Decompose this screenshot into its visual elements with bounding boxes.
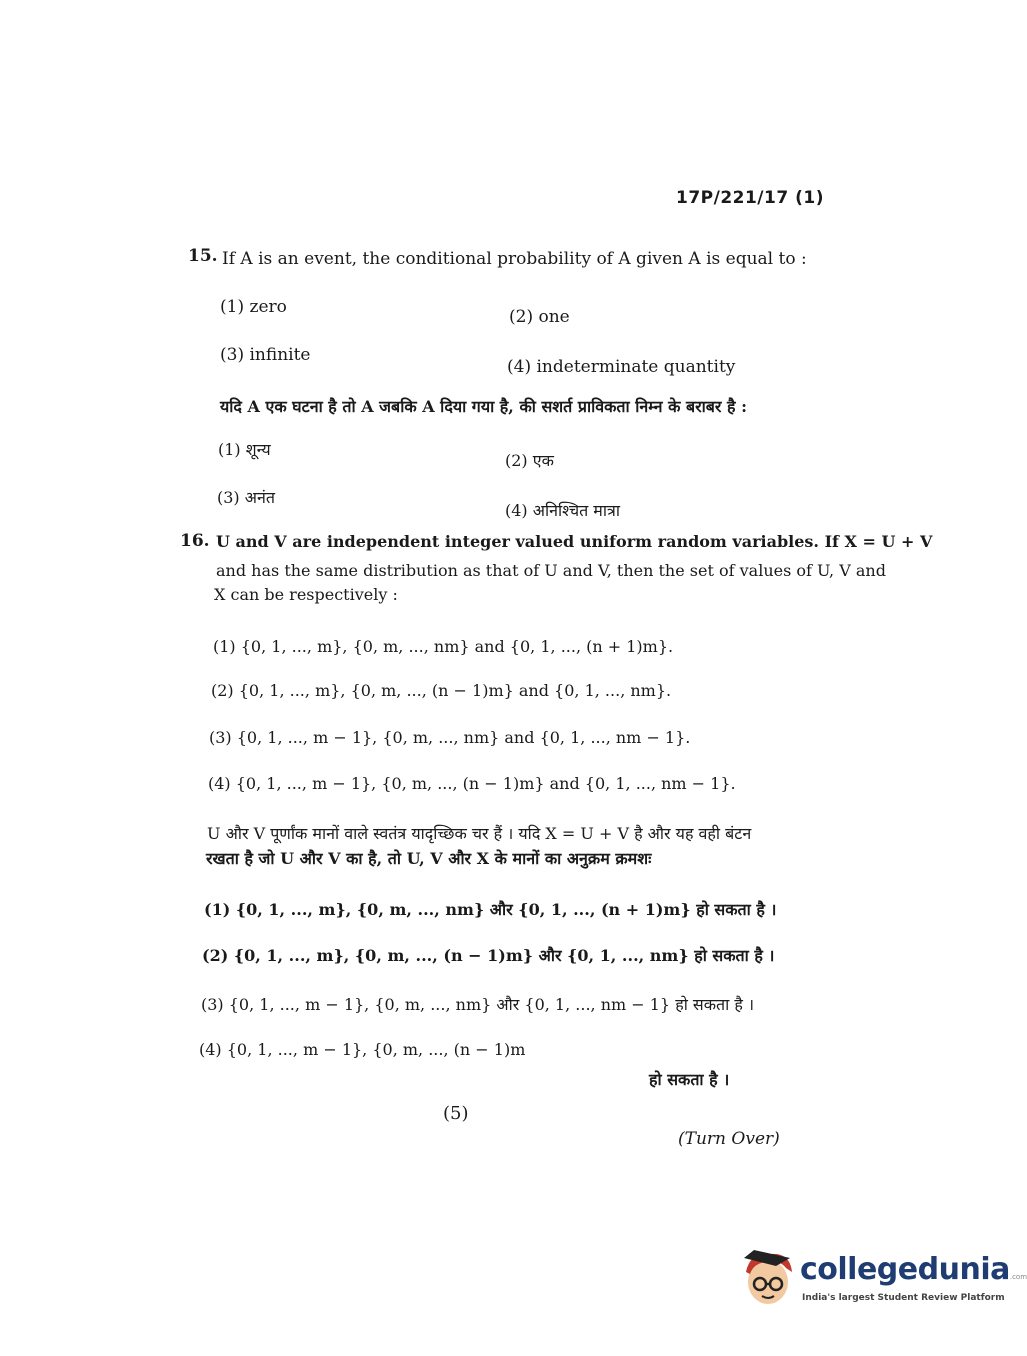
- watermark-tagline: India's largest Student Review Platform: [802, 1293, 1005, 1303]
- q15-hindi-option-4: (4) अनिश्चित मात्रा: [505, 501, 620, 520]
- q15-hindi-option-1: (1) शून्य: [218, 440, 271, 459]
- collegedunia-watermark: [740, 1246, 1027, 1316]
- page-number: (5): [443, 1103, 469, 1124]
- q16-hindi-line2: रखता है जो U और V का है, तो U, V और X के मानों का अनुक्रम क्रमशः: [206, 849, 652, 868]
- q15-option-4: (4) indeterminate quantity: [507, 357, 736, 377]
- q16-hindi-option-2: (2) {0, 1, ..., m}, {0, m, ..., (n − 1)m} और {0, 1, ..., nm} हो सकता है ।: [202, 946, 775, 965]
- q16-text-line3: X can be respectively :: [214, 585, 398, 604]
- q15-option-2: (2) one: [509, 307, 570, 327]
- watermark-name: collegedunia: [800, 1252, 1010, 1287]
- watermark-com: .com: [1009, 1273, 1027, 1281]
- q16-hindi-option-1: (1) {0, 1, ..., m}, {0, m, ..., nm} और {0, 1, ..., (n + 1)m} हो सकता है ।: [204, 900, 777, 919]
- turn-over: (Turn Over): [678, 1129, 780, 1149]
- q16-hindi-option-4: (4) {0, 1, ..., m − 1}, {0, m, ..., (n − 1)m: [199, 1040, 526, 1059]
- q16-text-line2: and has the same distribution as that of U and V, then the set of values of U, V and: [216, 561, 886, 580]
- q16-text-line1: U and V are independent integer valued uniform random variables. If X = U + V: [216, 532, 933, 551]
- q15-hindi-option-3: (3) अनंत: [217, 488, 275, 507]
- q16-number: 16.: [180, 531, 210, 551]
- q16-option-2: (2) {0, 1, ..., m}, {0, m, ..., (n − 1)m} and {0, 1, ..., nm}.: [211, 681, 672, 700]
- q16-option-4: (4) {0, 1, ..., m − 1}, {0, m, ..., (n − 1)m} and {0, 1, ..., nm − 1}.: [208, 774, 736, 793]
- q15-hindi-text: यदि A एक घटना है तो A जबकि A दिया गया है, की सशर्त प्राविकता निम्न के बराबर है :: [220, 397, 748, 416]
- q15-number: 15.: [188, 246, 218, 266]
- q16-hindi-option-4-tail: हो सकता है ।: [649, 1070, 730, 1089]
- q16-hindi-line1: U और V पूर्णांक मानों वाले स्वतंत्र यादृच्छिक चर हैं । यदि X = U + V है और यह वही बंटन: [207, 824, 752, 843]
- q16-option-3: (3) {0, 1, ..., m − 1}, {0, m, ..., nm} and {0, 1, ..., nm − 1}.: [209, 728, 691, 747]
- q16-option-1: (1) {0, 1, ..., m}, {0, m, ..., nm} and {0, 1, ..., (n + 1)m}.: [213, 637, 674, 656]
- q15-option-1: (1) zero: [220, 297, 287, 317]
- q15-text: If A is an event, the conditional probability of A given A is equal to :: [222, 249, 807, 269]
- q15-option-3: (3) infinite: [220, 345, 311, 365]
- q15-hindi-option-2: (2) एक: [505, 451, 554, 470]
- collegedunia-logo-icon: [740, 1246, 796, 1308]
- paper-code: 17P/221/17 (1): [676, 188, 824, 208]
- q16-hindi-option-3: (3) {0, 1, ..., m − 1}, {0, m, ..., nm} और {0, 1, ..., nm − 1} हो सकता है ।: [201, 995, 755, 1014]
